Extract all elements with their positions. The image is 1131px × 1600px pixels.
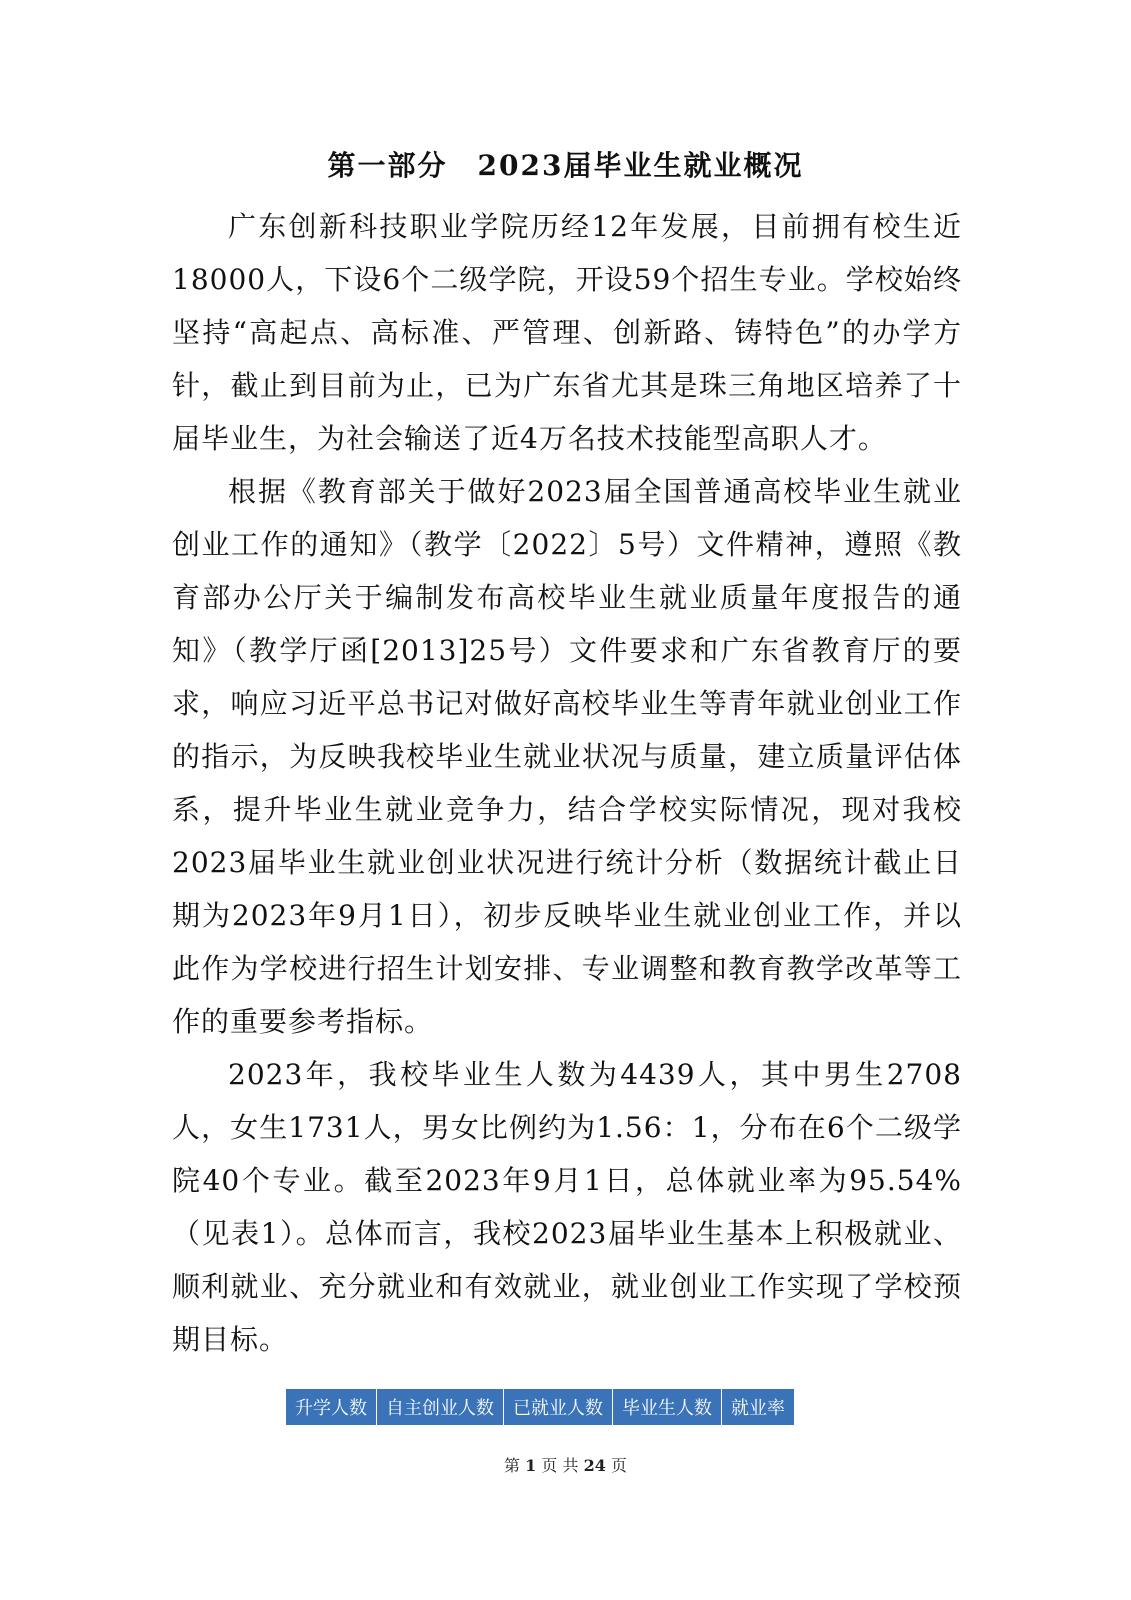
paragraph-basis: 根据《教育部关于做好2023届全国普通高校毕业生就业创业工作的通知》（教学〔2022〕5号）文件精神，遵照《教育部办公厅关于编制发布高校毕业生就业质量年度报告的通知》（教学厅函[2013]25号）文件要求和广东省教育厅的要求，响应习近平总书记对做好高校毕业生等青年就业创业工作的指示，为反映我校毕业生就业状况与质量，建立质量评估体系，提升毕业生就业竞争力，结合学校实际情况，现对我校2023届毕业生就业创业状况进行统计分析（数据统计截止日期为2023年9月1日），初步反映毕业生就业创业工作，并以此作为学校进行招生计划安排、专业调整和教育教学改革等工作的重要参考指标。	[172, 475, 962, 1038]
table-header-row	[286, 1389, 795, 1426]
page-footer	[0, 1453, 1131, 1476]
employment-table	[285, 1388, 795, 1426]
table-header-cell: 升学人数	[286, 1389, 377, 1426]
section-title: 第一部分 2023届毕业生就业概况	[327, 149, 804, 182]
page-number: 1	[525, 1456, 537, 1475]
footer-suffix: 页	[610, 1456, 627, 1475]
paragraph-intro: 广东创新科技职业学院历经12年发展，目前拥有校生近18000人，下设6个二级学院，开设59个招生专业。学校始终坚持“高起点、高标准、严管理、创新路、铸特色”的办学方针，截止到目前为止，已为广东省尤其是珠三角地区培养了十届毕业生，为社会输送了近4万名技术技能型高职人才。	[172, 210, 962, 455]
table-header-cell: 已就业人数	[504, 1389, 613, 1426]
table-header-cell: 毕业生人数	[613, 1389, 722, 1426]
footer-middle: 页 共	[541, 1456, 579, 1475]
table-header-cell: 就业率	[722, 1389, 795, 1426]
employment-table-header	[285, 1388, 795, 1426]
paragraph-summary: 2023年，我校毕业生人数为4439人，其中男生2708人，女生1731人，男女比例约为1.56：1，分布在6个二级学院40个专业。截至2023年9月1日，总体就业率为95.54%（见表1）。总体而言，我校2023届毕业生基本上积极就业、顺利就业、充分就业和有效就业，就业创业工作实现了学校预期目标。	[172, 1058, 962, 1356]
footer-prefix: 第	[504, 1456, 521, 1475]
total-pages: 24	[583, 1456, 606, 1475]
body-text	[172, 200, 962, 1366]
table-header-cell: 自主创业人数	[377, 1389, 504, 1426]
